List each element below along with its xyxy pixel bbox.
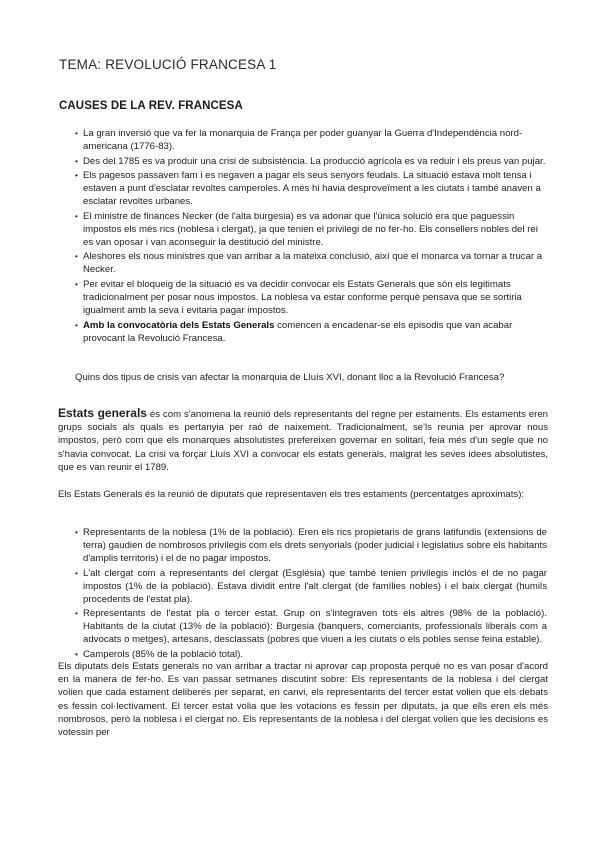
list-item-text: Aleshores els nous ministres que van arribar a la mateixa conclusió, així que el monarca va tornar a trucar a Necker.: [83, 251, 543, 276]
list-item: [75, 155, 547, 168]
list-item-text: comencen a encadenar-se els episodis que van acabar provocant la Revolució Francesa.: [83, 319, 513, 344]
paragraph-text: és com s'anomena la reunió dels representants del regne per estaments. Els estaments eren grups socials als quals es pertanyia per raó de naixement. Tradicionalment, se'ls reunia per aprovar nous impostos, però com que els monarques absolutistes prefereixen governar en solitari, feia més d'un segle que no s'havia convocat. La crisi va forçar Lluís XVI a convocar els estats generals, malgrat les seves idees absolutistes, que es van reunir el 1789.: [58, 409, 548, 473]
list-item-bold: Amb la convocatòria dels Estats Generals: [83, 319, 275, 331]
question-text: Quins dos tipus de crisis van afectar la monarquia de Lluís XVI, donant lloc a la Revolució Francesa?: [75, 372, 505, 383]
list-item: [75, 607, 547, 646]
list-item-text: La gran inversió que va fer la monarquia de França per poder guanyar la Guerra d'Independència nord-americana (1776-83).: [83, 128, 523, 152]
estats-generals-paragraph: [58, 407, 548, 474]
list-item-text: Representants de l'estat pla o tercer estat. Grup on s'integraven tots els altres (98% de la població). Habitants de la ciutat (13% de la població): Burgesia (banquers, comerciants, professionals liberals com a advocats o metges), artesans, desclassats (pobres que viuen a les ciutats o els pobles sense feina estable).: [83, 608, 547, 645]
list-item: [75, 278, 547, 317]
list-item: [75, 250, 547, 276]
list-item: [75, 169, 547, 208]
list-item: [75, 210, 547, 249]
list-item: [75, 648, 547, 661]
list-item: [75, 319, 547, 345]
intro-paragraph: Els Estats Generals és la reunió de diputats que representaven els tres estaments (percentatges aproximats):: [58, 489, 525, 500]
list-item-text: Per evitar el bloqueig de la situació es va decidir convocar els Estats Generals que són els legitimats tradicionalment per posar nous impostos. La noblesa va estar conforme perquè pensava que se sortiria igualment amb la seva i evitaria pagar impostos.: [83, 278, 522, 316]
estaments-list: [75, 526, 547, 662]
term-lead: Estats generals: [58, 406, 147, 420]
list-item: [75, 567, 547, 606]
list-item-text: Des del 1785 es va produir una crisi de subsistència. La producció agrícola es va reduir i els preus van pujar.: [83, 155, 546, 167]
list-item-text: L'alt clergat com a representants del clergat (Església) que també tenien privilegis inclòs el de no pagar impostos (1% de la població). Estava dividit entre l'alt clergat (de famílies nobles) i el baix clergat (humils procedents de l'estat pla).: [83, 567, 547, 605]
final-paragraph: Els diputats dels Estats generals no van arribar a tractar ni aprovar cap proposta perquè no es van posar d'acord en la manera de fer-ho. Es van passar setmanes discutint sobre: Els representants de la noblesa i del clergat volien que cada estament deliberés per separat, en canvi, els representants del tercer estat volien que els debats es fessin col·lectivament. El tercer estat volia que les votacions es fessin per diputats, ja que ells eren els més nombrosos, però la noblesa i el clergat no. Els representants de la noblesa i del clergat volien que les decisions es votessin per: [58, 661, 548, 739]
list-item-text: El ministre de finances Necker (de l'alta burgesia) es va adonar que l'única solució era que paguessin impostos els més rics (noblesa i clergat), ja que tenien el privilegi de no fer-ho. Els consellers nobles del rei es van oposar i van aconseguir la destitució del ministre.: [83, 210, 538, 248]
section-heading: CAUSES DE LA REV. FRANCESA: [59, 100, 243, 112]
list-item-text: Els pagesos passaven fam i es negaven a pagar els seus senyors feudals. La situació estava molt tensa i estaven a punt d'esclatar revoltes camperoles. A més hi havia desproveïment a les ciutats i també anaven a esclatar revoltes urbanes.: [83, 170, 541, 208]
list-item: [75, 526, 547, 565]
topic-title: TEMA: REVOLUCIÓ FRANCESA 1: [59, 57, 277, 72]
causes-list: [75, 127, 547, 346]
list-item: [75, 127, 547, 153]
list-item-text: Representants de la noblesa (1% de la població). Eren els rics propietaris de grans latifundis (extensions de terra) gaudien de nombrosos privilegis com els drets senyorials (poder judicial i legislatius sobre els habitants d'amplis territoris) i el de no pagar impostos.: [83, 527, 547, 564]
list-item-text: Camperols (85% de la població total).: [83, 648, 243, 660]
